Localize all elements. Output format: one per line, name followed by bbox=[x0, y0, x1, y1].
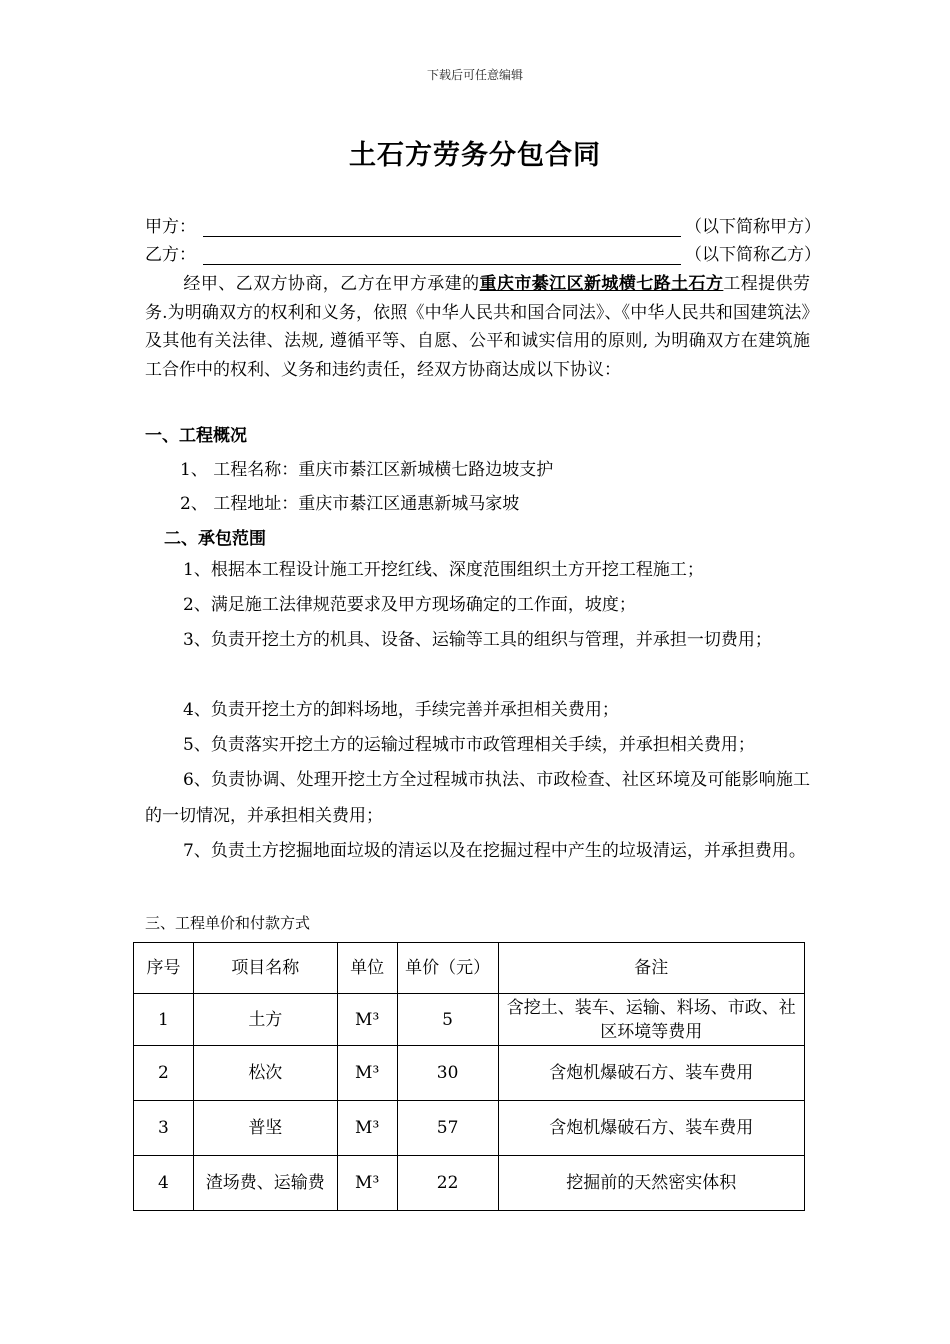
party-b-line bbox=[145, 242, 845, 268]
section1-item: 1、 工程名称：重庆市綦江区新城横七路边坡支护 bbox=[180, 460, 554, 480]
party-b-blank bbox=[203, 242, 681, 265]
table-cell: 松次 bbox=[193, 1046, 337, 1101]
table-header-cell: 序号 bbox=[134, 943, 194, 994]
section2-item: 6、负责协调、处理开挖土方全过程城市执法、市政检查、社区环境及可能影响施工的一切情况，并承担相关费用； bbox=[145, 770, 810, 826]
document-title: 土石方劳务分包合同 bbox=[349, 140, 601, 171]
table-cell: 2 bbox=[134, 1046, 194, 1101]
party-a-label: 甲方： bbox=[145, 217, 196, 237]
table-cell: M³ bbox=[337, 994, 397, 1046]
section2-item: 4、负责开挖土方的卸料场地，手续完善并承担相关费用； bbox=[183, 700, 619, 720]
table-row bbox=[134, 1156, 805, 1211]
table-header-cell: 备注 bbox=[498, 943, 804, 994]
table-cell: 土方 bbox=[193, 994, 337, 1046]
table-row bbox=[134, 1101, 805, 1156]
section2-item: 3、负责开挖土方的机具、设备、运输等工具的组织与管理，并承担一切费用； bbox=[183, 630, 772, 650]
section2-item: 1、根据本工程设计施工开挖红线、深度范围组织土方开挖工程施工； bbox=[183, 560, 704, 580]
table-cell: 含炮机爆破石方、装车费用 bbox=[498, 1046, 804, 1101]
table-cell: 30 bbox=[397, 1046, 498, 1101]
table-cell: 1 bbox=[134, 994, 194, 1046]
party-b-label: 乙方： bbox=[145, 245, 196, 265]
party-a-suffix: （以下简称甲方） bbox=[685, 217, 821, 237]
intro-project-name: 重庆市綦江区新城横七路土石方 bbox=[479, 274, 724, 294]
table-cell: M³ bbox=[337, 1156, 397, 1211]
table-cell: M³ bbox=[337, 1101, 397, 1156]
table-cell: 渣场费、运输费 bbox=[193, 1156, 337, 1211]
table-cell: 普坚 bbox=[193, 1101, 337, 1156]
table-row bbox=[134, 1046, 805, 1101]
section2-heading: 二、承包范围 bbox=[164, 529, 266, 549]
table-row bbox=[134, 994, 805, 1046]
intro-after: 工程提供劳务.为明确双方的权利和义务，依照《中华人民共和国合同法》、《中华人民共和国建筑法》及其他有关法律、法规, 遵循平等、自愿、公平和诚实信用的原则, 为明确双方在建筑施工合作中的权利、义务和违约责任，经双方协商达成以下协议： bbox=[145, 274, 811, 380]
table-cell: 22 bbox=[397, 1156, 498, 1211]
header-note: 下载后可任意编辑 bbox=[426, 68, 523, 82]
table-cell: 含挖土、装车、运输、料场、市政、社区环境等费用 bbox=[498, 994, 804, 1046]
party-a-blank bbox=[203, 214, 681, 237]
section3-heading: 三、工程单价和付款方式 bbox=[145, 914, 311, 932]
table-cell: 含炮机爆破石方、装车费用 bbox=[498, 1101, 804, 1156]
table-cell: 挖掘前的天然密实体积 bbox=[498, 1156, 804, 1211]
party-b-suffix: （以下简称乙方） bbox=[685, 245, 821, 265]
intro-paragraph bbox=[145, 270, 810, 384]
table-header-row bbox=[134, 943, 805, 994]
table-header-cell: 单价（元） bbox=[397, 943, 498, 994]
table-cell: 3 bbox=[134, 1101, 194, 1156]
table-cell: 5 bbox=[397, 994, 498, 1046]
section2-item: 7、负责土方挖掘地面垃圾的清运以及在挖掘过程中产生的垃圾清运，并承担费用。 bbox=[183, 841, 806, 861]
section1-item: 2、 工程地址：重庆市綦江区通惠新城马家坡 bbox=[180, 494, 520, 514]
table-cell: M³ bbox=[337, 1046, 397, 1101]
price-table bbox=[133, 942, 805, 1211]
table-cell: 57 bbox=[397, 1101, 498, 1156]
section1-heading: 一、工程概况 bbox=[145, 426, 247, 446]
table-header-cell: 单位 bbox=[337, 943, 397, 994]
intro-before: 经甲、乙双方协商，乙方在甲方承建的 bbox=[183, 274, 480, 294]
party-a-line bbox=[145, 214, 845, 240]
table-cell: 4 bbox=[134, 1156, 194, 1211]
section2-item: 5、负责落实开挖土方的运输过程城市市政管理相关手续，并承担相关费用； bbox=[183, 735, 755, 755]
table-header-cell: 项目名称 bbox=[193, 943, 337, 994]
section2-item: 2、满足施工法律规范要求及甲方现场确定的工作面，坡度； bbox=[183, 595, 636, 615]
